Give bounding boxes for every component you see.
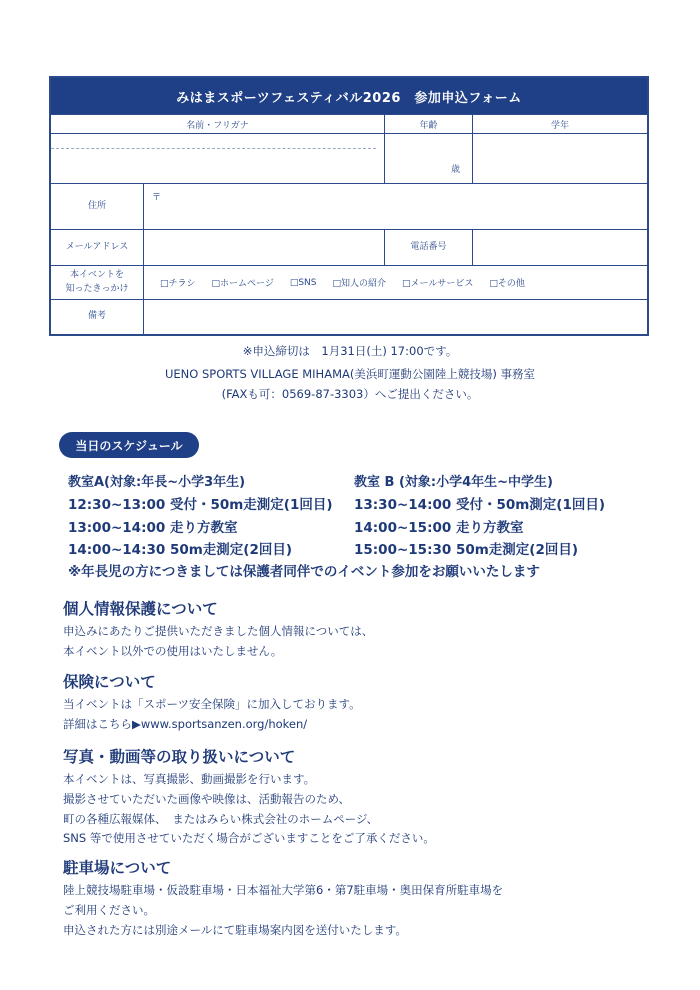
- class-b-title: 教室 B (対象:小学4年生~中学生): [354, 471, 556, 490]
- schedule-note: ※年長児の方につきましては保護者同伴でのイベント参加をお願いいたします: [68, 564, 540, 580]
- name-field[interactable]: [51, 134, 385, 183]
- office-text: UENO SPORTS VILLAGE MIHAMA(美浜町運動公園陸上競技場) 事務室: [165, 367, 535, 381]
- age-unit: 歳: [450, 165, 460, 175]
- parking-line: 申込された方には別途メールにて駐車場案内図を送付いたします。: [63, 922, 407, 937]
- privacy-section: [63, 597, 373, 662]
- name-row: [51, 133, 647, 183]
- furigana-divider: [51, 148, 376, 149]
- zip-mark: 〒: [152, 193, 162, 203]
- photo-line: 町の各種広報媒体、 またはみらい株式会社のホームページ、: [63, 811, 379, 826]
- form-title: みはまスポーツフェスティバル2026 参加申込フォーム: [51, 78, 647, 114]
- checkbox-homepage[interactable]: □ホームページ: [211, 279, 274, 289]
- photo-heading: 写真・動画等の取り扱いについて: [63, 748, 296, 766]
- trigger-row: [51, 265, 647, 299]
- insurance-heading: 保険について: [63, 673, 156, 691]
- notes-label: 備考: [51, 300, 144, 334]
- address-row: [51, 183, 647, 229]
- class-a-line: 13:00~14:00 走り方教室: [68, 519, 238, 536]
- schedule-heading-pill: 当日のスケジュール: [59, 432, 199, 458]
- address-field[interactable]: [144, 184, 647, 229]
- trigger-options: [144, 266, 647, 299]
- notes-row: [51, 299, 647, 334]
- insurance-link[interactable]: 詳細はこちら▶www.sportsanzen.org/hoken/: [63, 716, 308, 731]
- notes-field[interactable]: [144, 300, 647, 334]
- form-header-row: [51, 114, 647, 133]
- photo-line: 本イベントは、写真撮影、動画撮影を行います。: [63, 772, 316, 786]
- checkbox-sns[interactable]: □SNS: [289, 277, 317, 288]
- photo-section: [63, 745, 435, 849]
- trigger-label-line-1: 本イベントを: [69, 270, 124, 280]
- checkbox-other[interactable]: □その他: [489, 279, 525, 289]
- photo-line: 撮影させていただいた画像や映像は、活動報告のため、: [63, 791, 351, 806]
- class-b-line: 15:00~15:30 50m走測定(2回目): [354, 542, 579, 558]
- privacy-line: 本イベント以外での使用はいたしません。: [63, 643, 283, 658]
- photo-line: SNS 等で使用させていただく場合がございますことをご了承ください。: [63, 831, 435, 846]
- address-label: 住所: [51, 184, 144, 229]
- grade-header: 学年: [550, 120, 569, 131]
- privacy-heading: 個人情報保護について: [63, 600, 218, 618]
- grade-field[interactable]: [473, 134, 647, 183]
- contact-row: [51, 229, 647, 265]
- class-b-line: 14:00~15:00 走り方教室: [354, 519, 524, 536]
- application-form: [49, 76, 649, 336]
- email-field[interactable]: [144, 230, 385, 265]
- class-b-schedule: [354, 471, 605, 562]
- checkbox-mail-service[interactable]: □メールサービス: [402, 279, 474, 289]
- class-a-line: 14:00~14:30 50m走測定(2回目): [68, 542, 293, 558]
- checkbox-referral[interactable]: □知人の紹介: [332, 279, 387, 289]
- trigger-label: [51, 266, 144, 299]
- parking-line: 陸上競技場駐車場・仮設駐車場・日本福祉大学第6・第7駐車場・奥田保育所駐車場を: [63, 883, 504, 897]
- insurance-section: [63, 670, 361, 735]
- name-header: 名前・フリガナ: [51, 115, 385, 133]
- class-a-line: 12:30~13:00 受付・50m走測定(1回目): [68, 497, 333, 513]
- trigger-label-line-2: 知ったきっかけ: [65, 283, 129, 294]
- class-b-line: 13:30~14:00 受付・50m測定(1回目): [354, 497, 606, 513]
- parking-line: ご利用ください。: [63, 902, 155, 917]
- age-header: 年齢: [385, 115, 473, 133]
- parking-section: [63, 856, 503, 940]
- privacy-line: 申込みにあたりご提供いただきました個人情報については、: [63, 624, 374, 638]
- fax-text: (FAXも可：0569-87-3303）へご提出ください。: [221, 387, 479, 401]
- age-field[interactable]: [385, 134, 473, 183]
- deadline-text: ※申込締切は 1月31日(土) 17:00です。: [242, 344, 458, 358]
- email-label: メールアドレス: [51, 230, 144, 265]
- checkbox-flyer[interactable]: □チラシ: [160, 279, 196, 289]
- class-a-title: 教室A(対象:年長~小学3年生): [68, 471, 248, 490]
- class-a-schedule: [68, 471, 333, 562]
- insurance-line: 当イベントは「スポーツ安全保険」に加入しております。: [63, 697, 361, 711]
- phone-label: 電話番号: [385, 230, 473, 265]
- phone-field[interactable]: [473, 230, 647, 265]
- parking-heading: 駐車場について: [63, 859, 172, 877]
